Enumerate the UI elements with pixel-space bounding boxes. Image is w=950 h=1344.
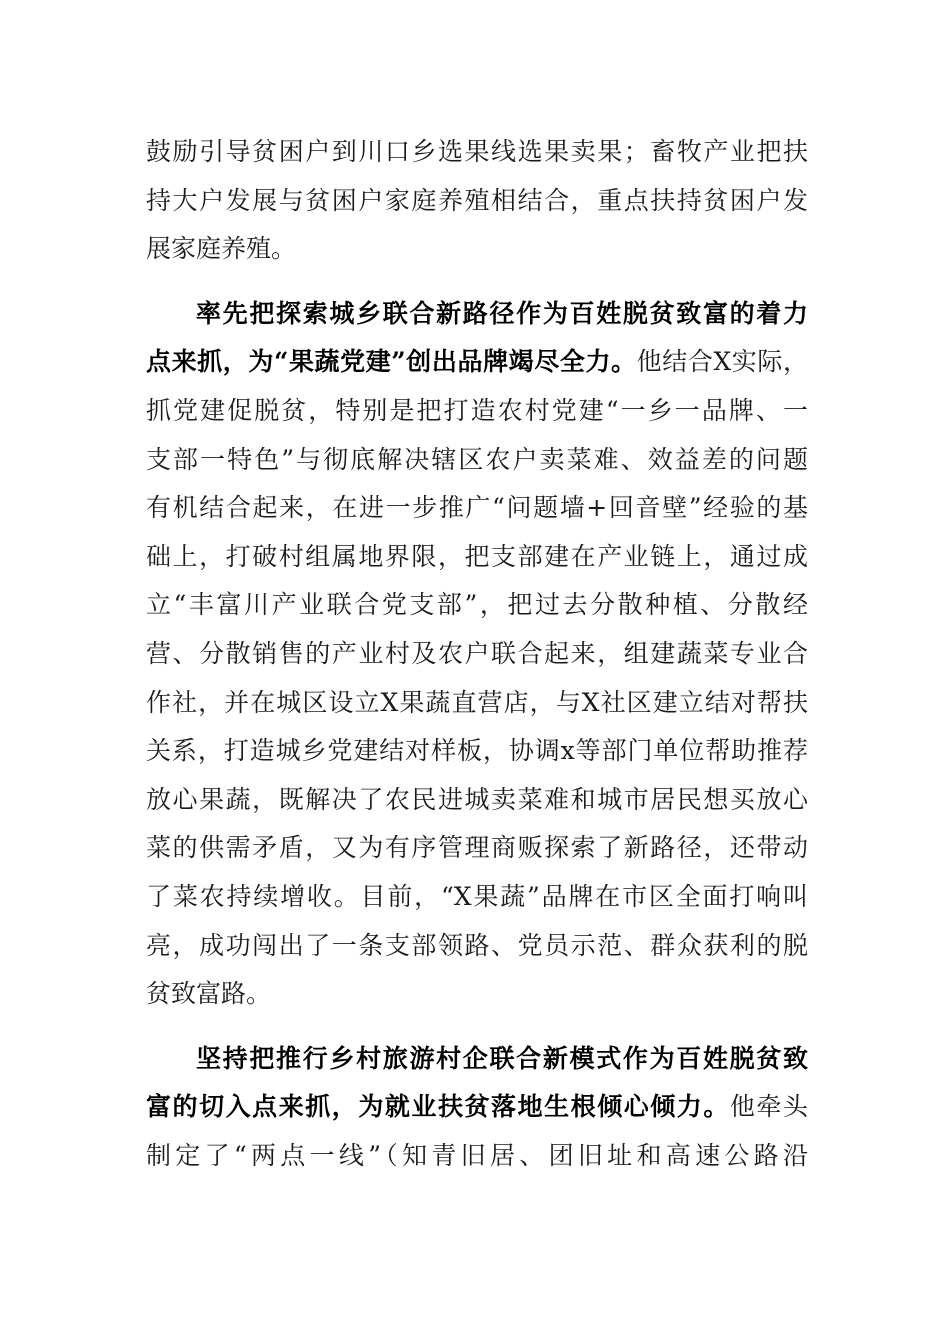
text-segment: 有机结合起来，在进一步推广“问题墙+回音壁”经验的基 bbox=[146, 493, 808, 523]
paragraph bbox=[146, 128, 808, 274]
text-line bbox=[146, 873, 808, 922]
bold-lead-text: 率先把探索城乡联合新路径作为百姓脱贫致富的着力 bbox=[196, 298, 808, 328]
text-line bbox=[146, 484, 808, 533]
paragraph bbox=[146, 290, 808, 1019]
text-line bbox=[146, 290, 808, 339]
text-segment: 持大户发展与贫困户家庭养殖相结合，重点扶持贫困户发 bbox=[146, 185, 808, 215]
text-segment: 展家庭养殖。 bbox=[146, 234, 297, 264]
text-line bbox=[146, 1132, 808, 1181]
text-segment: 立“丰富川产业联合党支部”，把过去分散种植、分散经 bbox=[146, 590, 808, 620]
text-line bbox=[146, 581, 808, 630]
text-line bbox=[146, 177, 808, 226]
text-line bbox=[146, 970, 808, 1019]
text-segment: 他结合X实际， bbox=[636, 347, 808, 377]
text-segment: 贫致富路。 bbox=[146, 979, 272, 1009]
text-segment: 抓党建促脱贫，特别是把打造农村党建“一乡一品牌、一 bbox=[146, 395, 808, 425]
text-segment: 作社，并在城区设立X果蔬直营店，与X社区建立结对帮扶 bbox=[146, 687, 808, 717]
text-line bbox=[146, 436, 808, 485]
body-text bbox=[146, 128, 808, 1180]
text-segment: 了菜农持续增收。目前，“X果蔬”品牌在市区全面打响叫 bbox=[146, 881, 808, 911]
text-segment: 制定了“两点一线”（知青旧居、团旧址和高速公路沿 bbox=[146, 1140, 808, 1170]
text-line bbox=[146, 776, 808, 825]
paragraph-gap bbox=[146, 1019, 808, 1035]
bold-lead-text: 点来抓，为“果蔬党建”创出品牌竭尽全力。 bbox=[146, 347, 637, 377]
text-line bbox=[146, 679, 808, 728]
text-line bbox=[146, 630, 808, 679]
text-line bbox=[146, 1035, 808, 1084]
paragraph bbox=[146, 1035, 808, 1181]
text-segment: 础上，打破村组属地界限，把支部建在产业链上，通过成 bbox=[146, 541, 808, 571]
text-line bbox=[146, 128, 808, 177]
text-segment: 菜的供需矛盾，又为有序管理商贩探索了新路径，还带动 bbox=[146, 833, 808, 863]
text-segment: 关系，打造城乡党建结对样板，协调x等部门单位帮助推荐 bbox=[146, 736, 808, 766]
text-segment: 亮，成功闯出了一条支部领路、党员示范、群众获利的脱 bbox=[146, 930, 808, 960]
text-segment: 放心果蔬，既解决了农民进城卖菜难和城市居民想买放心 bbox=[146, 784, 808, 814]
text-segment: 鼓励引导贫困户到川口乡选果线选果卖果；畜牧产业把扶 bbox=[146, 137, 808, 166]
text-segment: 支部一特色”与彻底解决辖区农户卖菜难、效益差的问题 bbox=[146, 444, 808, 474]
paragraph-gap bbox=[146, 274, 808, 290]
bold-lead-text: 富的切入点来抓，为就业扶贫落地生根倾心倾力。 bbox=[146, 1092, 730, 1122]
text-line bbox=[146, 225, 808, 274]
text-line bbox=[146, 1083, 808, 1132]
text-line bbox=[146, 338, 808, 387]
text-segment: 营、分散销售的产业村及农户联合起来，组建蔬菜专业合 bbox=[146, 638, 808, 668]
text-line bbox=[146, 387, 808, 436]
text-line bbox=[146, 727, 808, 776]
bold-lead-text: 坚持把推行乡村旅游村企联合新模式作为百姓脱贫致 bbox=[196, 1043, 808, 1073]
text-line bbox=[146, 824, 808, 873]
text-line bbox=[146, 922, 808, 971]
text-line bbox=[146, 533, 808, 582]
text-segment: 他牵头 bbox=[729, 1092, 808, 1122]
